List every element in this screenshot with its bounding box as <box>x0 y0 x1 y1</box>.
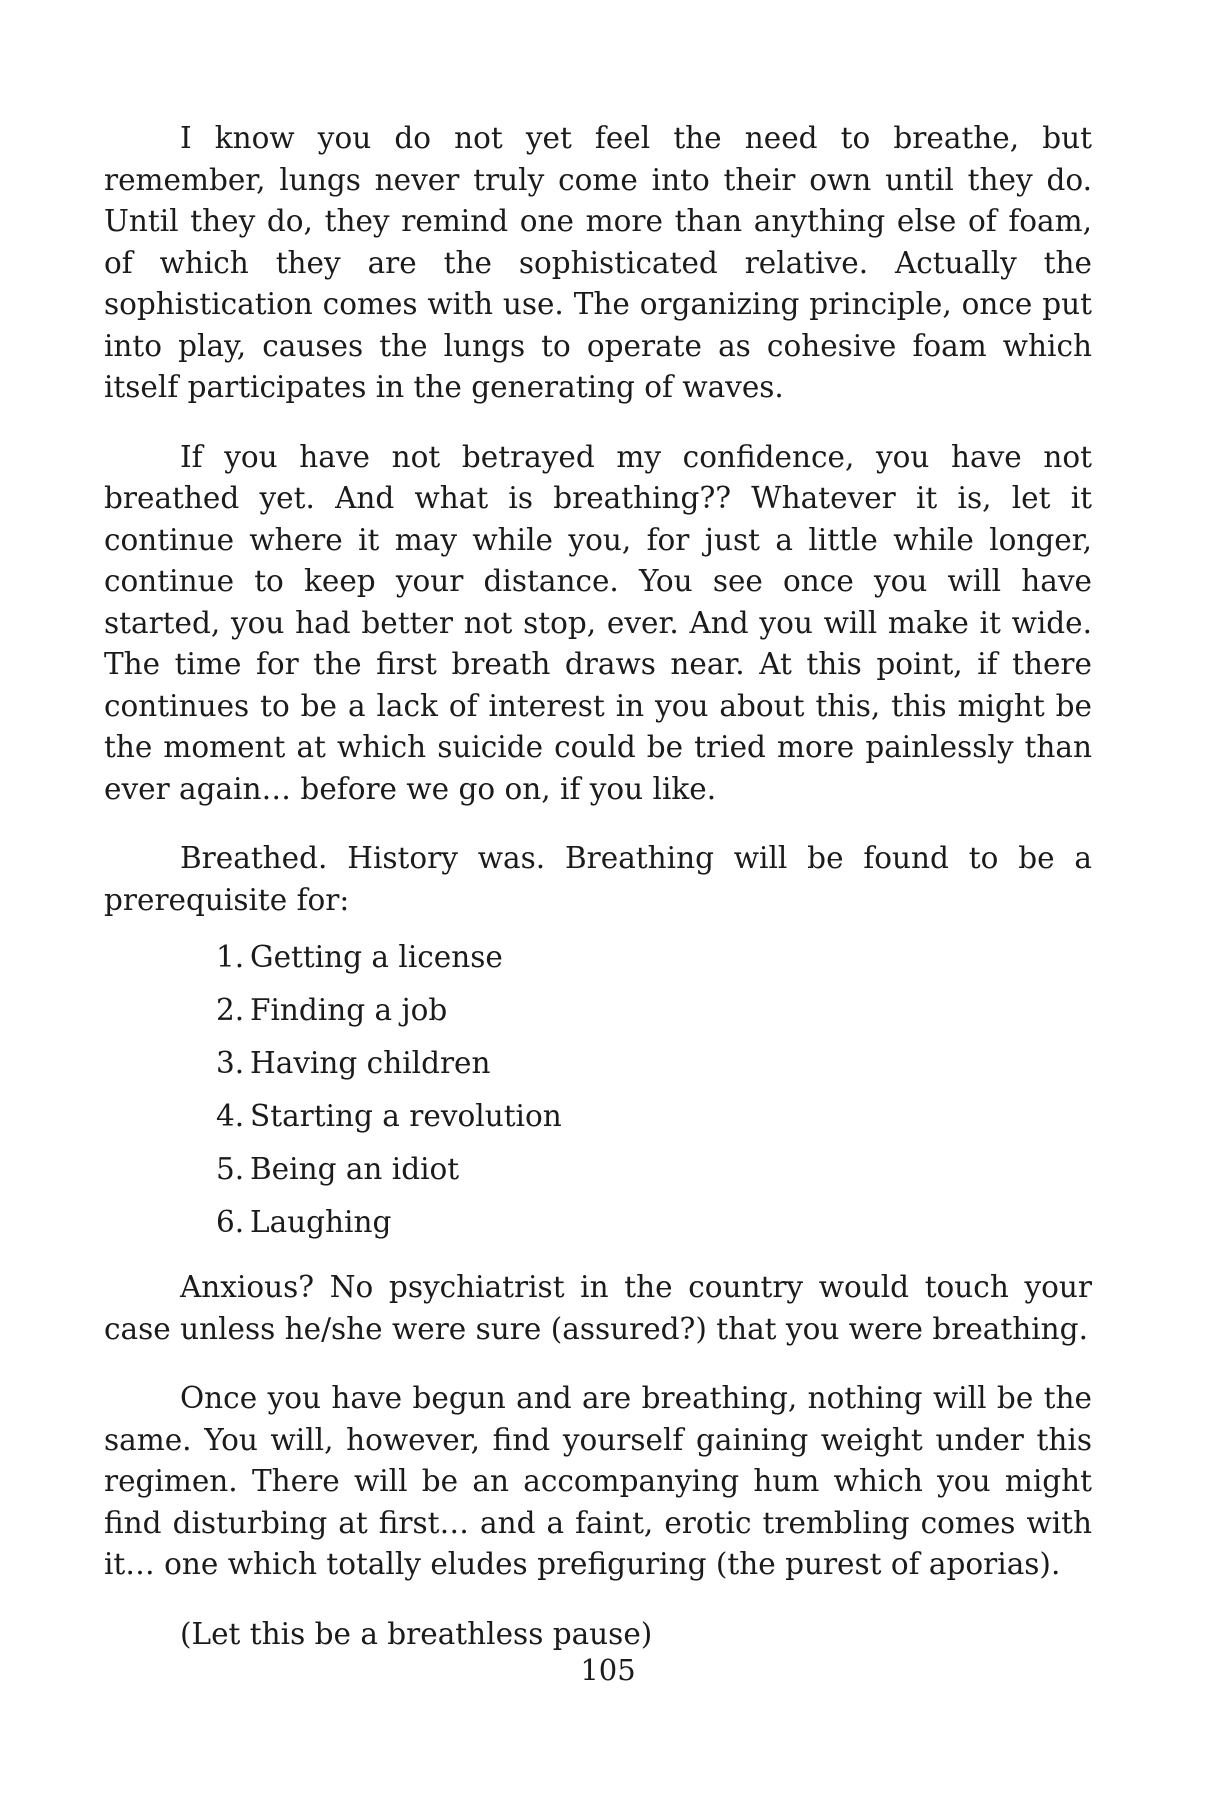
list-item-text: Laughing <box>250 1205 392 1239</box>
list-item-text: Starting a revolution <box>250 1099 562 1133</box>
list-item-number: 3. <box>216 1046 245 1080</box>
list-item-number: 2. <box>216 993 245 1027</box>
paragraph-lungs: I know you do not yet feel the need to breathe, but remember, lungs never truly come into their own until they do. Until they do, they remind one more than anything else of foam, of which they are the sophisticated relative. Actually the sophistication comes with use. The organizing principle, once put into play, causes the lungs to operate as cohesive foam which itself participates in the generating of waves. <box>104 121 1092 404</box>
closing-line: (Let this be a breathless pause) <box>180 1616 653 1651</box>
list-item <box>216 1196 1092 1249</box>
paragraph-breathing: If you have not betrayed my confidence, you have not breathed yet. And what is breathing?? Whatever it is, let it continue where it may while you, for just a little while longer, continue to keep your distance. You see once you will have started, you had better not stop, ever. And you will make it wide. The time for the first breath draws near. At this point, if there continues to be a lack of interest in you about this, this might be the moment at which suicide could be tried more painlessly than ever again… before we go on, if you like. <box>104 439 1092 806</box>
list-item-text: Being an idiot <box>250 1152 460 1186</box>
paragraph-anxious: Anxious? No psychiatrist in the country would touch your case unless he/she were sure (assured?) that you were breathing. <box>104 1270 1092 1346</box>
list-item-text: Getting a license <box>250 940 503 974</box>
page-number: 105 <box>580 1653 636 1687</box>
paragraph-prerequisite: Breathed. History was. Breathing will be found to be a prerequisite for: <box>104 841 1092 917</box>
list-item-number: 4. <box>216 1099 245 1133</box>
list-item <box>216 1143 1092 1196</box>
list-item <box>216 931 1092 984</box>
list-item <box>216 984 1092 1037</box>
list-item-text: Finding a job <box>250 993 448 1027</box>
list-item-number: 5. <box>216 1152 245 1186</box>
list-item-text: Having children <box>250 1046 491 1080</box>
paragraph-once-begun: Once you have begun and are breathing, nothing will be the same. You will, however, find yourself gaining weight under this regimen. There will be an accompanying hum which you might find disturbing at first… and a faint, erotic trembling comes with it… one which totally eludes prefiguring (the purest of aporias). <box>104 1381 1092 1581</box>
list-item <box>216 1090 1092 1143</box>
book-page <box>104 118 1092 1655</box>
list-item <box>216 1037 1092 1090</box>
prerequisite-list <box>104 931 1092 1249</box>
list-item-number: 1. <box>216 940 245 974</box>
list-item-number: 6. <box>216 1205 245 1239</box>
